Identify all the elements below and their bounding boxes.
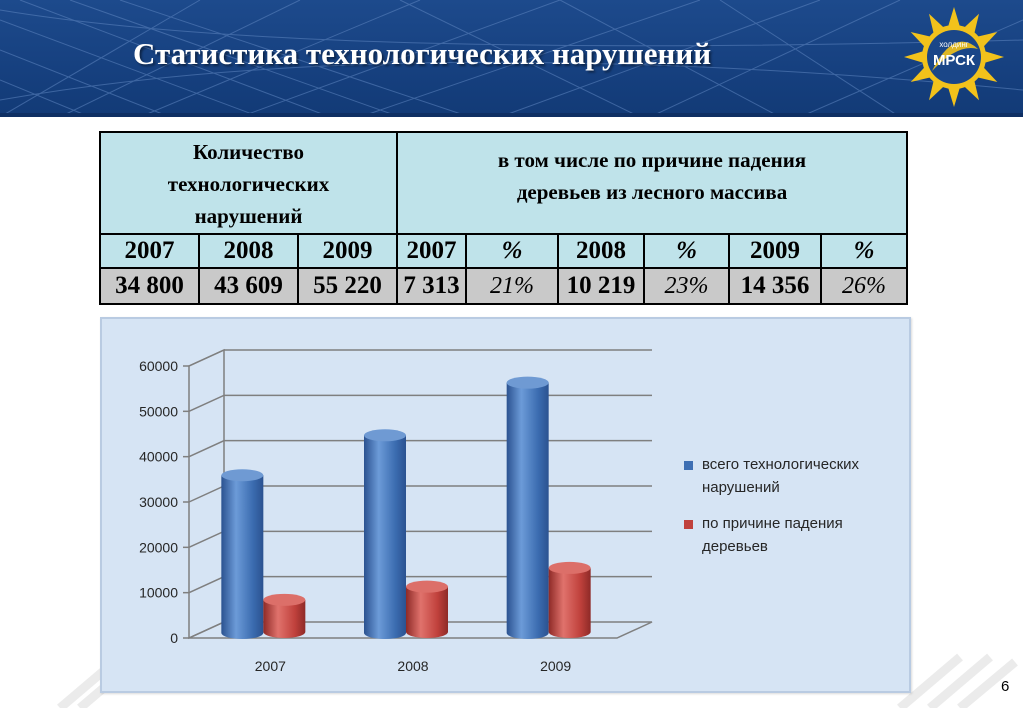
legend-swatch-trees	[684, 520, 693, 529]
table-cell: 23%	[644, 268, 729, 304]
bar-total	[221, 475, 263, 639]
bar-total	[507, 383, 549, 639]
statistics-table	[99, 131, 908, 305]
table-cell: 2008	[199, 234, 298, 268]
header-line: нарушений	[194, 204, 303, 228]
logo-holding-label: холдинг	[939, 40, 969, 49]
chart-gridline	[189, 441, 652, 457]
x-tick-label: 2007	[254, 658, 286, 674]
legend-item-trees	[684, 512, 899, 558]
table-cell: 2009	[298, 234, 397, 268]
table-cell: 2007	[397, 234, 466, 268]
table-cell: 34 800	[100, 268, 199, 304]
legend-swatch-total	[684, 461, 693, 470]
table-cell: 2009	[729, 234, 821, 268]
legend-item-total	[684, 453, 899, 499]
page-title: Статистика технологических нарушений	[133, 36, 712, 71]
y-tick-label: 20000	[139, 539, 178, 556]
bar-total	[364, 435, 406, 639]
table-cell: 7 313	[397, 268, 466, 304]
table-cell: 2008	[558, 234, 644, 268]
header-total-violations	[100, 132, 397, 234]
mrsk-logo	[898, 4, 1008, 110]
x-tick-label: 2009	[540, 658, 572, 674]
table-cell: 43 609	[199, 268, 298, 304]
bar-top-cap	[406, 581, 448, 593]
y-tick-label: 40000	[139, 448, 178, 465]
bar-trees	[549, 568, 591, 638]
y-tick-label: 30000	[139, 494, 178, 510]
header-line: деревьев из лесного массива	[516, 180, 788, 204]
table-cell: %	[821, 234, 907, 268]
header-line: технологических	[167, 172, 330, 196]
legend-label-trees: по причине падения деревьев	[702, 515, 843, 555]
bar-top-cap	[549, 562, 591, 574]
table-cell: %	[466, 234, 558, 268]
header-bottom-border	[0, 113, 1023, 117]
table-value-row	[100, 268, 907, 304]
bar-top-cap	[364, 429, 406, 441]
page-number: 6	[1001, 678, 1010, 695]
bar-top-cap	[507, 377, 549, 389]
header-line: Количество	[192, 140, 305, 164]
header-line: в том числе по причине падения	[497, 148, 807, 172]
y-tick-label: 10000	[139, 584, 178, 601]
slide-header	[0, 0, 1023, 117]
chart-gridline	[189, 350, 652, 366]
bar-top-cap	[221, 469, 263, 481]
bar-trees	[406, 587, 448, 638]
table-cell: %	[644, 234, 729, 268]
table-cell: 55 220	[298, 268, 397, 304]
chart-gridline	[189, 395, 652, 411]
table-cell: 10 219	[558, 268, 644, 304]
logo-mrsk-label: МРСК	[932, 52, 976, 69]
table-year-row	[100, 234, 907, 268]
chart-legend	[684, 453, 899, 571]
table-cell: 2007	[100, 234, 199, 268]
chart-panel	[100, 317, 911, 693]
y-tick-label: 50000	[139, 403, 178, 420]
header-tree-fall-violations	[397, 132, 907, 234]
y-tick-label: 60000	[139, 358, 178, 374]
bar-top-cap	[263, 594, 305, 606]
table-header-row	[100, 132, 907, 234]
table-cell: 26%	[821, 268, 907, 304]
legend-label-total: всего технологических нарушений	[702, 456, 860, 496]
y-tick-label: 0	[170, 630, 178, 646]
x-tick-label: 2008	[397, 658, 429, 674]
table-cell: 14 356	[729, 268, 821, 304]
table-cell: 21%	[466, 268, 558, 304]
